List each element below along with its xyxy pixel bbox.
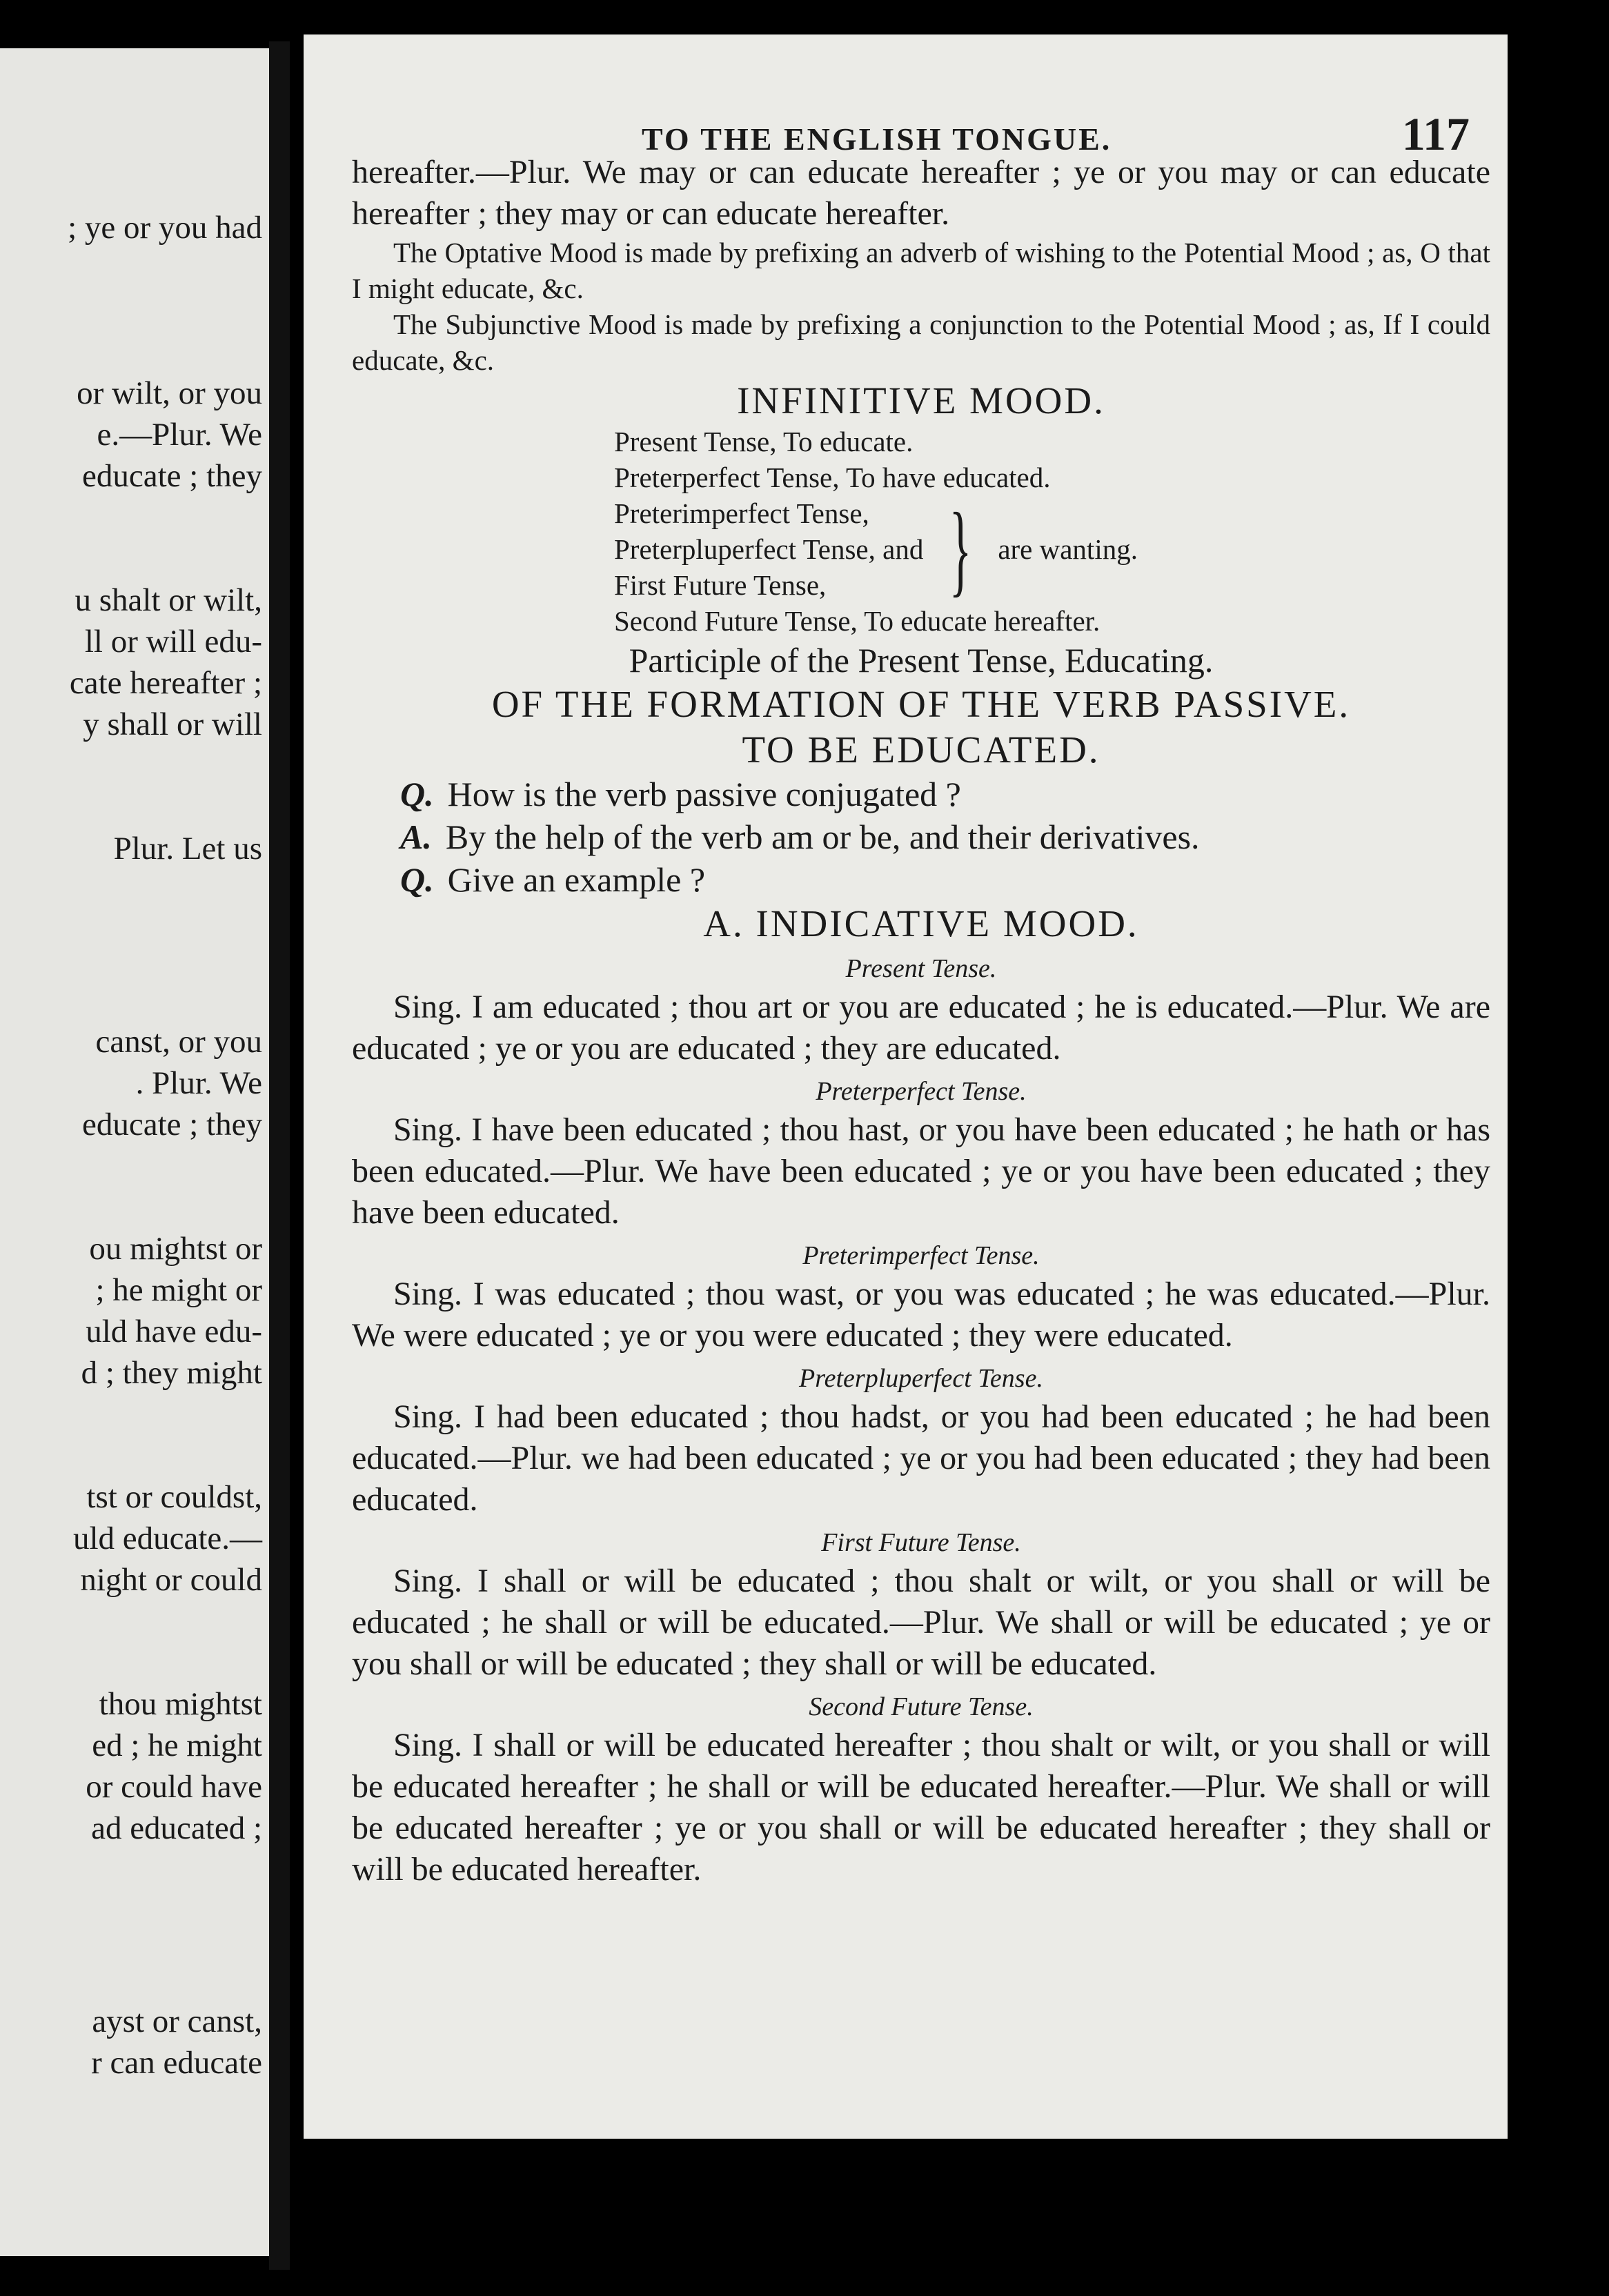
left-page-line: ad educated ; (91, 1810, 262, 1846)
inf-preterpluperfect: Preterpluperfect Tense, and (614, 533, 924, 565)
indicative-heading: A. INDICATIVE MOOD. (703, 902, 1139, 944)
left-page-line: u shalt or wilt, (75, 582, 262, 618)
left-page-line: d ; they might (81, 1355, 262, 1391)
qa-line-1: Q. How is the verb passive conjugated ? (400, 775, 961, 813)
inf-preterperfect: Preterperfect Tense, To have educated. (614, 462, 1051, 493)
inf-wanting-group (614, 492, 1490, 606)
left-page-fragment (0, 48, 269, 2256)
left-page-line: ll or will edu- (84, 624, 262, 660)
right-page (304, 34, 1508, 2139)
inf-present: Present Tense, To educate. (614, 426, 914, 457)
tense-label-preterpluperfect: Preterpluperfect Tense. (799, 1364, 1043, 1393)
paradigm-preterpluperfect: Sing. I had been educated ; thou hadst, or you had been educated ; he had been educated.—Plur. we had been educated ; ye or you had been educated ; they had been educated. (352, 1398, 1490, 1518)
left-page-line: ; ye or you had (68, 210, 262, 246)
subjunctive-note: The Subjunctive Mood is made by prefixing a conjunction to the Potential Mood ; as, If I could educate, &c. (352, 308, 1490, 376)
paradigm-first-future: Sing. I shall or will be educated ; thou shalt or wilt, or you shall or will be educated ; he shall or will be educated.—Plur. We shall or will be educated ; ye or you shall or will be educated ; they shall or will be educated. (352, 1563, 1490, 1682)
left-page-line: uld educate.— (72, 1521, 262, 1556)
paradigm-preterimperfect: Sing. I was educated ; thou wast, or you was educated ; he was educated.—Plur. We were educated ; ye or you were educated ; they were educated. (352, 1276, 1490, 1354)
qa-line-2: A. By the help of the verb am or be, and their derivatives. (400, 818, 1200, 856)
left-page-line: thou mightst (99, 1686, 262, 1722)
tense-label-second-future: Second Future Tense. (809, 1692, 1034, 1721)
participle-line: Participle of the Present Tense, Educating. (629, 641, 1214, 680)
left-page-line: y shall or will (83, 706, 262, 742)
to-be-educated-heading: TO BE EDUCATED. (742, 729, 1100, 771)
left-page-line: tst or couldst, (86, 1479, 262, 1515)
left-page-line: ou mightst or (89, 1231, 262, 1267)
infinitive-heading: INFINITIVE MOOD. (737, 379, 1105, 422)
left-page-line: or wilt, or you (77, 375, 262, 411)
infinitive-tenses (614, 424, 1490, 639)
left-page-line: canst, or you (95, 1024, 262, 1060)
page-header (352, 34, 1490, 160)
brace-glyph: } (949, 492, 972, 606)
left-page-line: educate ; they (82, 1107, 262, 1142)
tense-label-present: Present Tense. (845, 954, 997, 983)
paradigm-preterperfect: Sing. I have been educated ; thou hast, or you have been educated ; he hath or has been educated.—Plur. We have been educated ; ye or you have been educated ; they have been educated. (352, 1111, 1490, 1231)
paragraph-potential-future: hereafter.—Plur. We may or can educate hereafter ; ye or you may or can educate hereafter ; they may or can educate hereafter. (352, 154, 1490, 232)
inf-preterimperfect: Preterimperfect Tense, (614, 497, 869, 529)
left-page-line: uld have edu- (86, 1314, 262, 1349)
page-number: 117 (1401, 108, 1470, 160)
left-page-line: ayst or canst, (92, 2003, 262, 2039)
left-page-line: ; he might or (95, 1272, 262, 1308)
left-page-line: . Plur. We (135, 1065, 262, 1101)
qa-line-3: Q. Give an example ? (400, 860, 706, 899)
left-page-line: or could have (86, 1769, 262, 1805)
inf-first-future: First Future Tense, (614, 569, 827, 601)
page-content (352, 34, 1490, 1890)
left-page-line: cate hereafter ; (69, 665, 262, 701)
left-page-line: Plur. Let us (113, 831, 262, 867)
inf-wanting: are wanting. (998, 533, 1138, 565)
qa-block (352, 773, 1490, 901)
left-page-line: night or could (80, 1562, 262, 1598)
left-page-line: e.—Plur. We (97, 417, 262, 453)
paradigm-second-future: Sing. I shall or will be educated hereafter ; thou shalt or wilt, or you shall or will be educated hereafter ; he shall or will be educated hereafter.—Plur. We shall or will be educated hereafter ; ye or you shall or will be educated hereafter ; they shall or will be educated hereafter. (352, 1727, 1490, 1888)
tense-label-first-future: First Future Tense. (821, 1528, 1021, 1557)
page-gutter (269, 41, 290, 2270)
tense-label-preterimperfect: Preterimperfect Tense. (802, 1241, 1040, 1270)
running-head: TO THE ENGLISH TONGUE. (642, 121, 1112, 157)
optative-note: The Optative Mood is made by prefixing an adverb of wishing to the Potential Mood ; as, O that I might educate, &c. (352, 237, 1490, 304)
inf-second-future: Second Future Tense, To educate hereafter. (614, 605, 1100, 637)
left-page-line: educate ; they (82, 458, 262, 494)
left-page-line: r can educate (91, 2045, 262, 2081)
left-page-line: ed ; he might (92, 1728, 262, 1763)
paradigm-present: Sing. I am educated ; thou art or you are educated ; he is educated.—Plur. We are educated ; ye or you are educated ; they are educated. (352, 989, 1490, 1067)
formation-heading: OF THE FORMATION OF THE VERB PASSIVE. (491, 683, 1351, 725)
tense-label-preterperfect: Preterperfect Tense. (816, 1077, 1027, 1106)
